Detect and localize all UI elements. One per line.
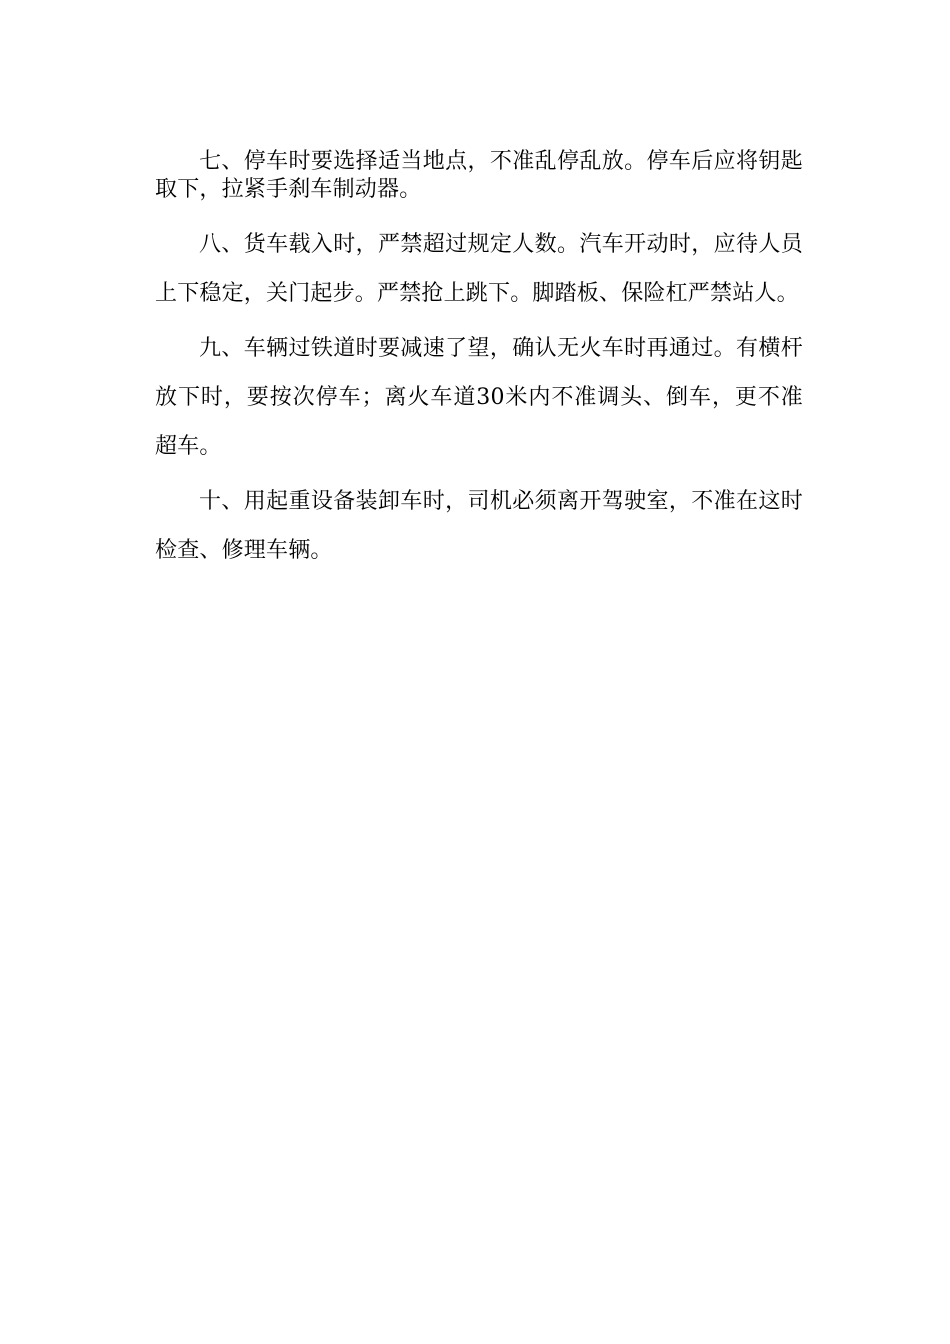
paragraph-railway: 九、车辆过铁道时要减速了望，确认无火车时再通过。有横杆放下时，要按次停车；离火车道30米内不准调头、倒车，更不准超车。 — [155, 336, 803, 459]
document-body — [155, 148, 803, 581]
paragraph-parking: 七、停车时要选择适当地点，不准乱停乱放。停车后应将钥匙取下，拉紧手刹车制动器。 — [155, 149, 803, 202]
paragraph-passengers: 八、货车载入时，严禁超过规定人数。汽车开动时，应待人员上下稳定，关门起步。严禁抢上跳下。脚踏板、保险杠严禁站人。 — [155, 232, 803, 306]
paragraph-lifting: 十、用起重设备装卸车时，司机必须离开驾驶室，不准在这时检查、修理车辆。 — [155, 489, 803, 563]
